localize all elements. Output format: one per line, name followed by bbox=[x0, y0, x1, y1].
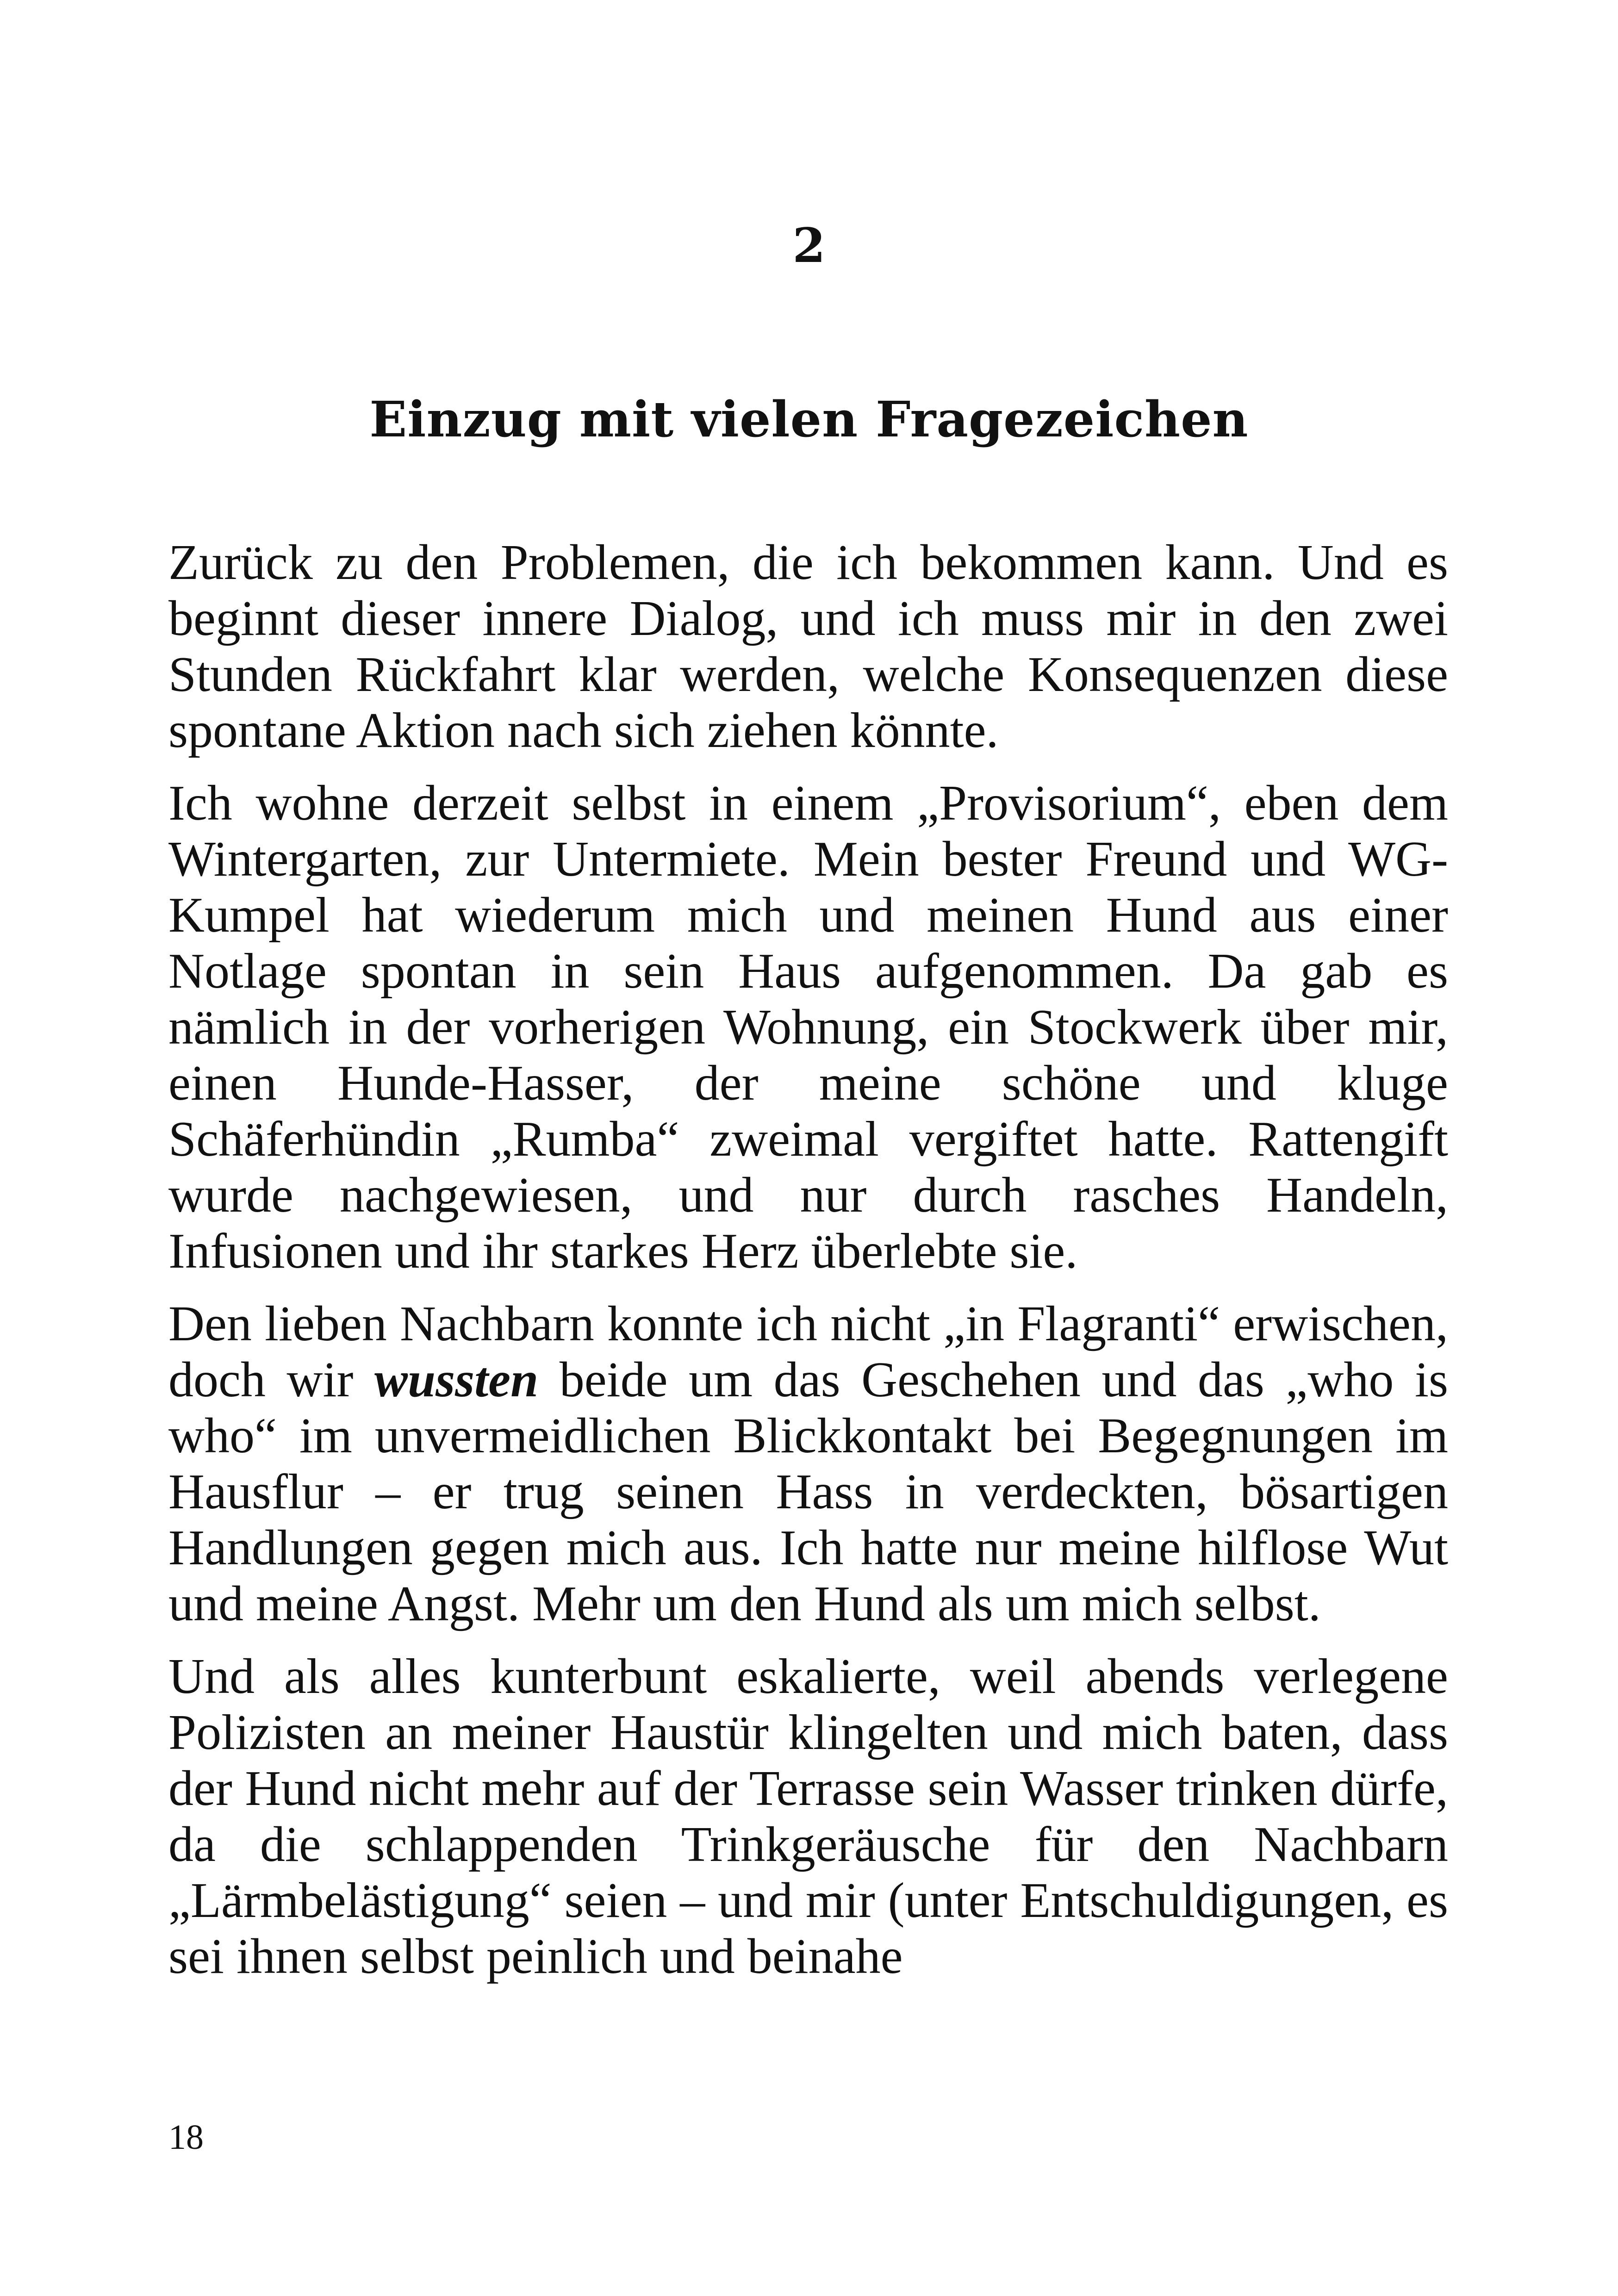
paragraph-text: Zurück zu den Problemen, die ich bekommen kann. Und es beginnt dieser innere Dialog, und ich muss mir in den zwei Stunden Rückfahrt klar werden, welche Konsequenzen diese spontane Aktion nach sich ziehen könnte. bbox=[168, 535, 1448, 758]
paragraph bbox=[168, 1649, 1448, 1985]
paragraph-text: Den lieben Nachbarn konnte ich nicht „in Flagranti“ erwischen, doch wir bbox=[168, 1296, 1448, 1407]
paragraph-text: Ich wohne derzeit selbst in einem „Provisorium“, eben dem Wintergarten, zur Untermiete. Mein bester Freund und WG-Kumpel hat wiederum mich und meinen Hund aus einer Notlage spontan in sein Haus aufgenommen. Da gab es nämlich in der vorherigen Wohnung, ein Stockwerk über mir, einen Hunde-Hasser, der meine schöne und kluge Schäferhündin „Rumba“ zweimal vergiftet hatte. Rattengift wurde nachgewiesen, und nur durch rasches Handeln, Infusionen und ihr starkes Herz überlebte sie. bbox=[168, 776, 1448, 1279]
paragraph bbox=[168, 775, 1448, 1279]
page-number: 18 bbox=[168, 2118, 204, 2157]
body-text bbox=[168, 535, 1448, 2001]
emphasized-word: wussten bbox=[374, 1352, 539, 1407]
chapter-number: 2 bbox=[792, 218, 826, 274]
paragraph bbox=[168, 1296, 1448, 1632]
paragraph bbox=[168, 535, 1448, 759]
paragraph-text: beide um das Geschehen und das „who is who“ im unvermeidlichen Blickkontakt bei Begegnungen im Hausflur – er trug seinen Hass in verdeckten, bösartigen Handlungen gegen mich aus. Ich hatte nur meine hilflose Wut und meine Angst. Mehr um den Hund als um mich selbst. bbox=[168, 1352, 1448, 1631]
paragraph-text: Und als alles kunterbunt eskalierte, weil abends verlegene Polizisten an meiner Haustür klingelten und mich baten, dass der Hund nicht mehr auf der Terrasse sein Wasser trinken dürfe, da die schlappenden Trinkgeräusche für den Nachbarn „Lärmbelästigung“ seien – und mir (unter Entschuldigungen, es sei ihnen selbst peinlich und beinahe bbox=[168, 1649, 1448, 1984]
chapter-title: Einzug mit vielen Fragezeichen bbox=[369, 390, 1249, 448]
